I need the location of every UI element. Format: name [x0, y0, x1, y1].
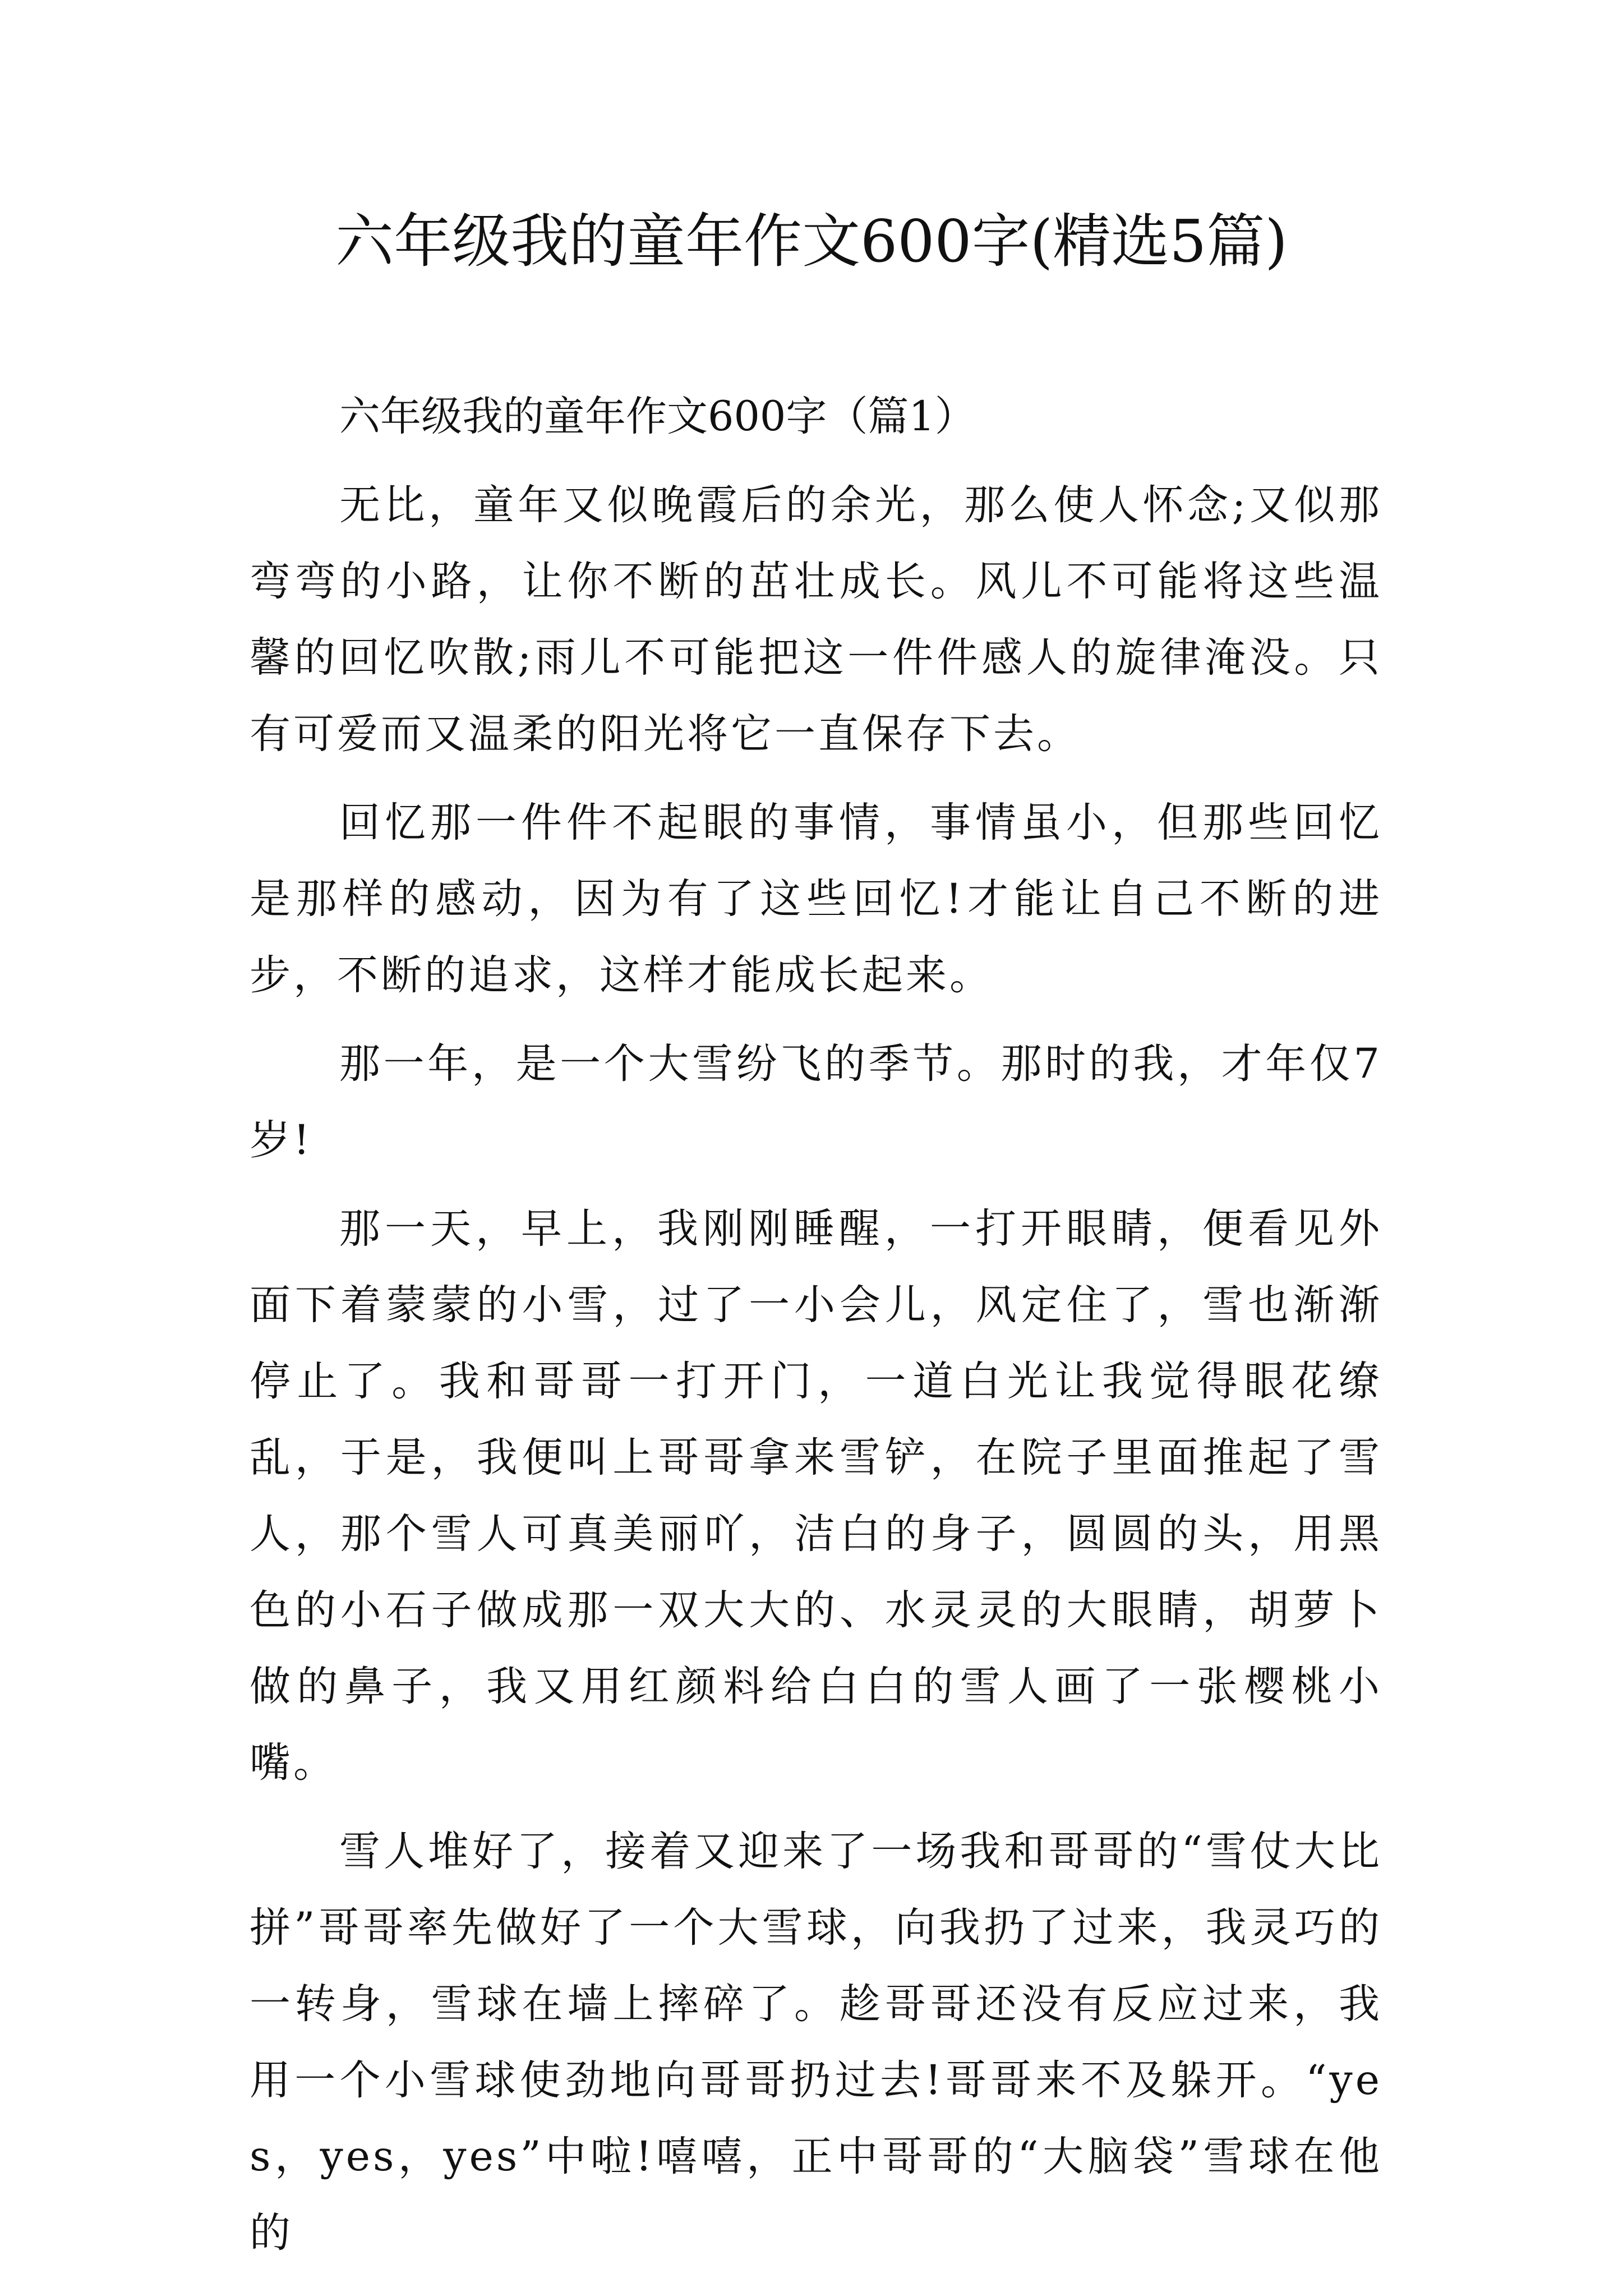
paragraph: 那一天，早上，我刚刚睡醒，一打开眼睛，便看见外面下着蒙蒙的小雪，过了一小会儿，风定住了，雪也渐渐停止了。我和哥哥一打开门，一道白光让我觉得眼花缭乱，于是，我便叫上哥哥拿来雪铲，在院子里面推起了雪人，那个雪人可真美丽吖，洁白的身子，圆圆的头，用黑色的小石子做成那一双大大的、水灵灵的大眼睛，胡萝卜做的鼻子，我又用红颜料给白白的雪人画了一张樱桃小嘴。 — [250, 1205, 1382, 1787]
paragraph: 那一年，是一个大雪纷飞的季节。那时的我，才年仅7岁! — [250, 1040, 1382, 1164]
document-body — [250, 379, 1382, 2284]
document-title: 六年级我的童年作文600字(精选5篇) — [335, 207, 1288, 275]
paragraph: 回忆那一件件不起眼的事情，事情虽小，但那些回忆是那样的感动，因为有了这些回忆!才能让自己不断的进步，不断的追求，这样才能成长起来。 — [250, 799, 1382, 999]
paragraph: 雪人堆好了，接着又迎来了一场我和哥哥的“雪仗大比拼”哥哥率先做好了一个大雪球，向我扔了过来，我灵巧的一转身，雪球在墙上摔碎了。趁哥哥还没有反应过来，我用一个小雪球使劲地向哥哥扔过去!哥哥来不及躲开。“yes，yes，yes”中啦!嘻嘻，正中哥哥的“大脑袋”雪球在他的 — [250, 1828, 1382, 2257]
section-heading: 六年级我的童年作文600字（篇1） — [339, 393, 976, 440]
paragraph: 无比，童年又似晚霞后的余光，那么使人怀念;又似那弯弯的小路，让你不断的茁壮成长。风儿不可能将这些温馨的回忆吹散;雨儿不可能把这一件件感人的旋律淹没。只有可爱而又温柔的阳光将它一直保存下去。 — [250, 481, 1382, 758]
